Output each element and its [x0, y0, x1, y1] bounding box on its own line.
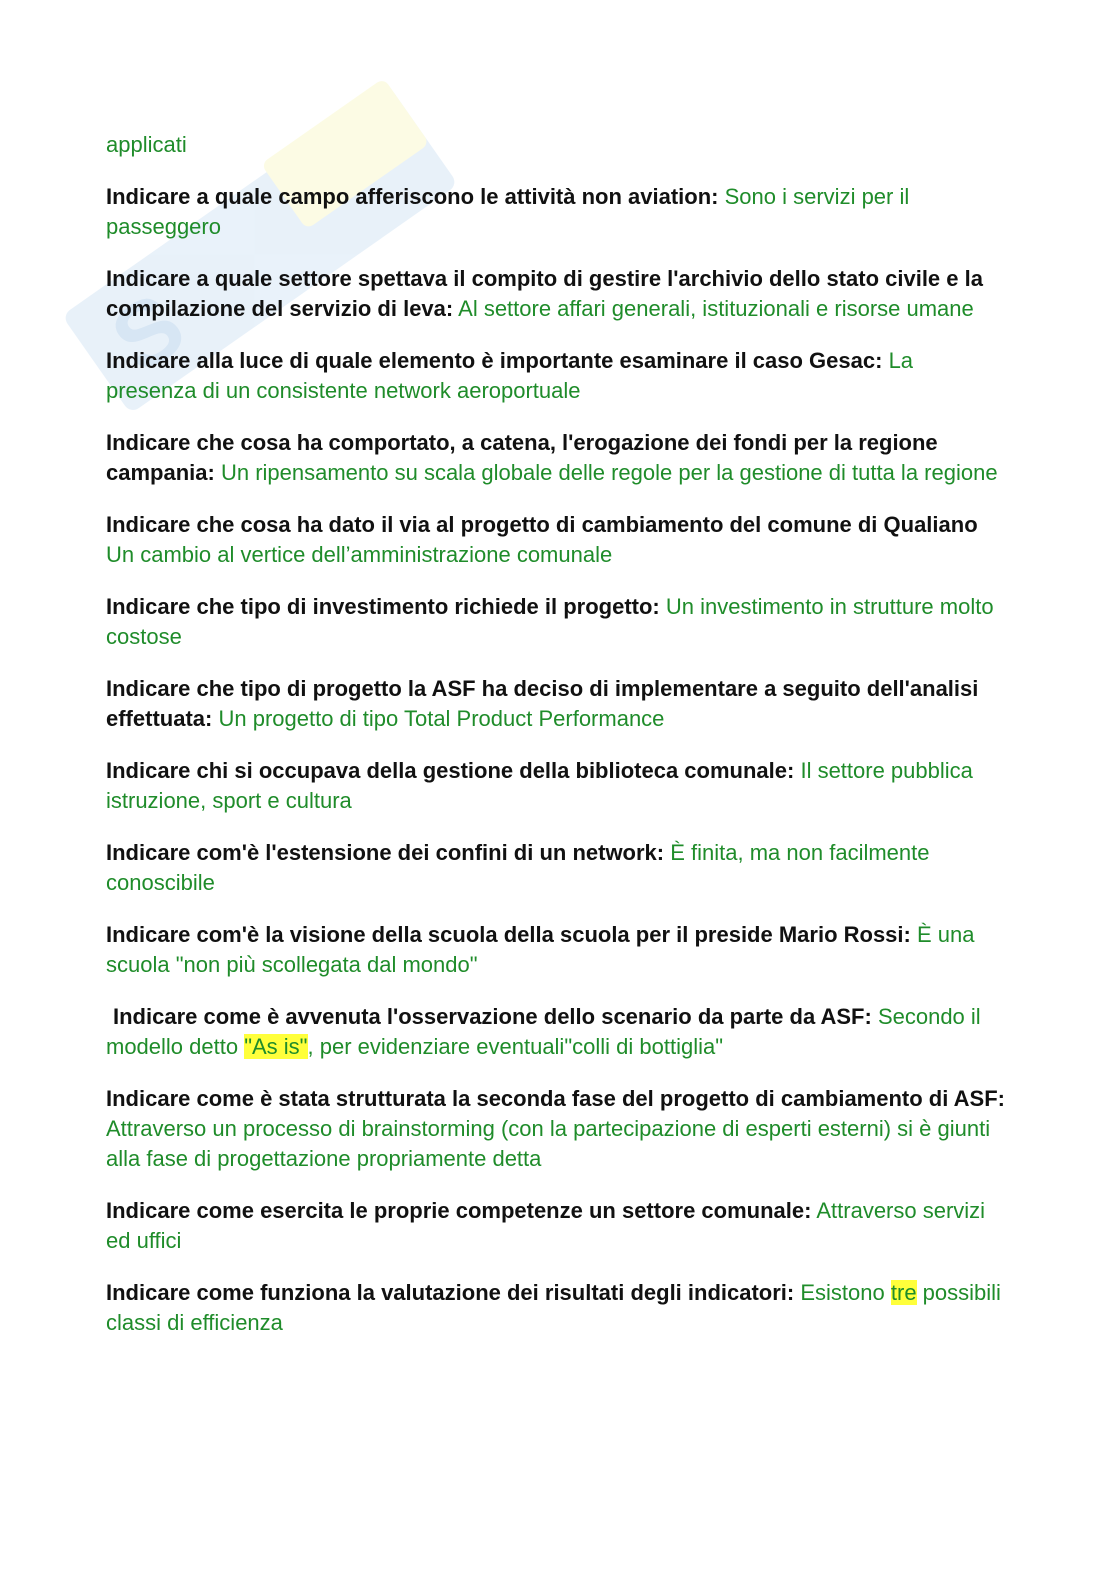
answer-text: , per evidenziare eventuali"colli di bottiglia"	[307, 1034, 724, 1059]
question: Indicare a quale campo afferiscono le attività non aviation:	[106, 184, 719, 209]
question: Indicare alla luce di quale elemento è importante esaminare il caso Gesac:	[106, 348, 883, 373]
answer-text: Esistono	[800, 1280, 891, 1305]
answer: Attraverso un processo di brainstorming (con la partecipazione di esperti esterni) si è giunti alla fase di progettazione propriamente detta	[106, 1116, 991, 1171]
answer: Un cambio al vertice dell’amministrazione comunale	[106, 542, 613, 567]
answer: La presenza di un consistente network aeroportuale	[106, 348, 914, 403]
question: Indicare che tipo di investimento richiede il progetto:	[106, 594, 660, 619]
qa-item	[106, 264, 1006, 324]
question: Indicare che cosa ha comportato, a catena, l'erogazione dei fondi per la regione campania:	[106, 430, 938, 485]
answer: Un ripensamento su scala globale delle regole per la gestione di tutta la regione	[220, 460, 998, 485]
answer: Al settore affari generali, istituzionali e risorse umane	[458, 296, 974, 321]
qa-item	[106, 428, 1006, 488]
question: Indicare come esercita le proprie competenze un settore comunale:	[106, 1198, 812, 1223]
qa-item	[106, 510, 1006, 570]
document-page	[106, 130, 1006, 1360]
question: Indicare come è stata strutturata la seconda fase del progetto di cambiamento di ASF:	[106, 1086, 1005, 1111]
answer: È una scuola "non più scollegata dal mondo"	[106, 922, 975, 977]
qa-item	[106, 838, 1006, 898]
question: Indicare a quale settore spettava il compito di gestire l'archivio dello stato civile e la compilazione del servizio di leva:	[106, 266, 983, 321]
answer: È finita, ma non facilmente conoscibile	[106, 840, 930, 895]
qa-item	[106, 1278, 1006, 1338]
highlighted-text: "As is"	[244, 1034, 308, 1059]
lead-answer-fragment: applicati	[106, 132, 187, 157]
answer: Un progetto di tipo Total Product Performance	[218, 706, 665, 731]
question: Indicare che tipo di progetto la ASF ha deciso di implementare a seguito dell'analisi effettuata:	[106, 676, 979, 731]
qa-item	[106, 1084, 1006, 1174]
qa-item	[106, 346, 1006, 406]
question: Indicare come funziona la valutazione dei risultati degli indicatori:	[106, 1280, 795, 1305]
highlighted-text: tre	[890, 1280, 917, 1305]
question: Indicare come è avvenuta l'osservazione dello scenario da parte da ASF:	[113, 1004, 872, 1029]
answer: Il settore pubblica istruzione, sport e cultura	[106, 758, 973, 813]
qa-item	[106, 674, 1006, 734]
qa-item	[106, 592, 1006, 652]
answer-text: possibili classi di efficienza	[106, 1280, 1001, 1335]
qa-item	[106, 756, 1006, 816]
answer: Attraverso servizi ed uffici	[106, 1198, 986, 1253]
answer: Sono i servizi per il passeggero	[106, 184, 910, 239]
qa-item	[106, 920, 1006, 980]
svg-text:S: S	[93, 273, 203, 393]
answer: Un investimento in strutture molto costose	[106, 594, 994, 649]
answer-text: Secondo il modello detto	[106, 1004, 981, 1059]
qa-item	[106, 182, 1006, 242]
qa-item	[106, 1196, 1006, 1256]
qa-item	[106, 1002, 1006, 1062]
question: Indicare che cosa ha dato il via al progetto di cambiamento del comune di Qualiano	[106, 512, 978, 537]
question: Indicare chi si occupava della gestione della biblioteca comunale:	[106, 758, 795, 783]
question: Indicare com'è la visione della scuola della scuola per il preside Mario Rossi:	[106, 922, 911, 947]
question: Indicare com'è l'estensione dei confini di un network:	[106, 840, 665, 865]
